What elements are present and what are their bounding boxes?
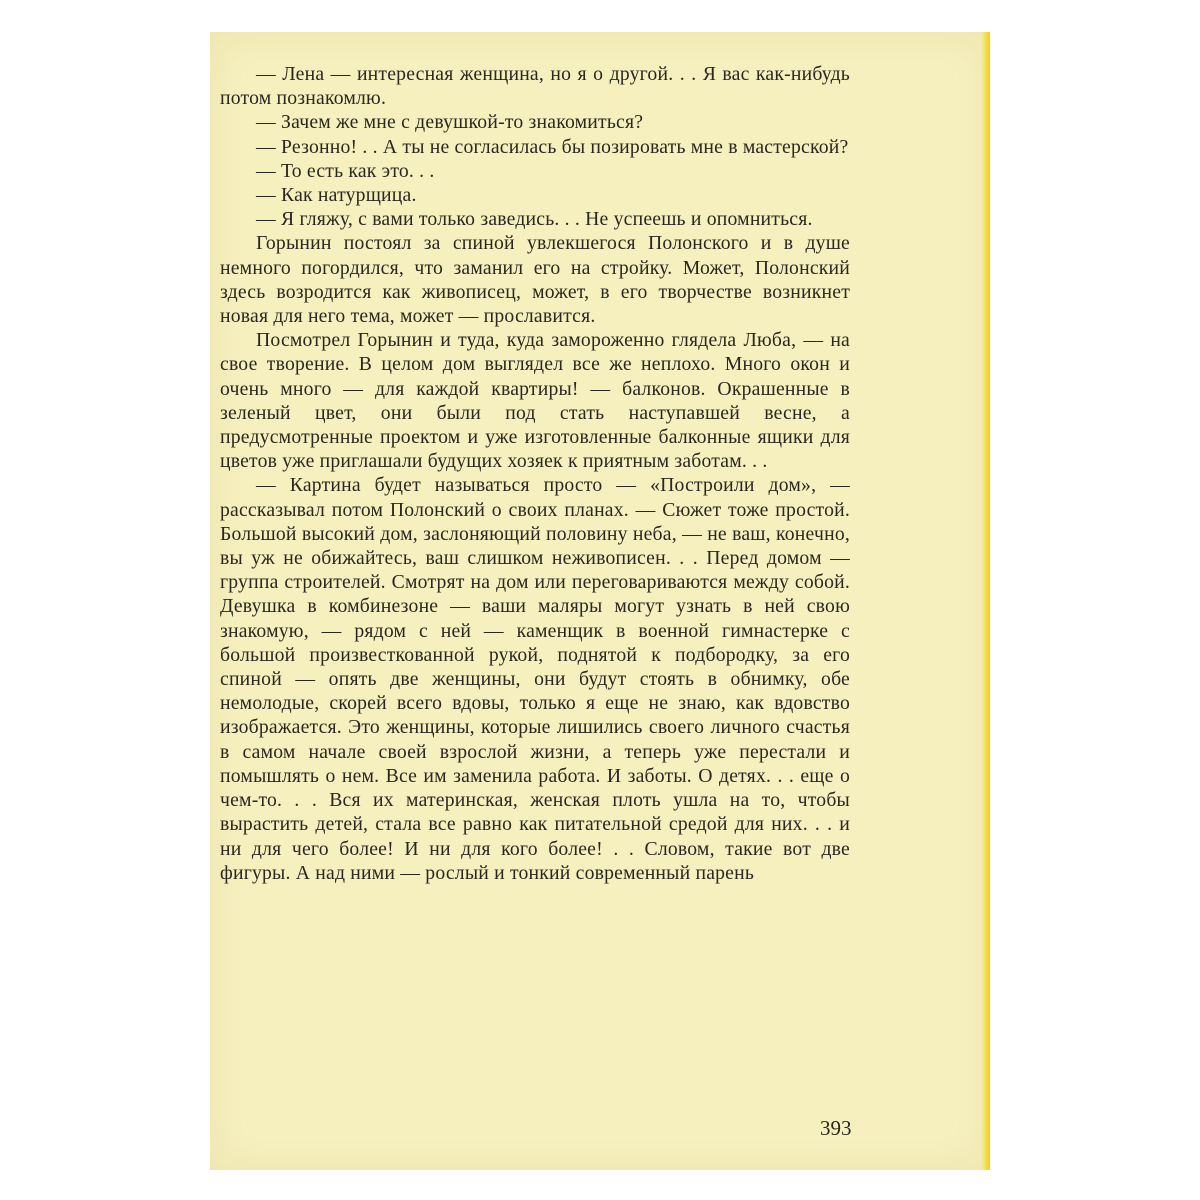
paragraph: — То есть как это. . . [256, 159, 435, 182]
paragraph: Горынин постоял за спиной увлекшегося Полонского и в душе немного погордился, что заманил его на стройку. Может, Полонский здесь возродится как живописец, может, в его творчестве возникнет новая для него тема, может — прославится. [220, 232, 850, 328]
paragraph: — Резонно! . . А ты не согласилась бы позировать мне в мастерской? [256, 135, 849, 158]
paragraph: — Зачем же мне с девушкой-то знакомиться? [256, 111, 644, 134]
page-text [220, 62, 850, 885]
paragraph: — Лена — интересная женщина, но я о другой. . . Я вас как-нибудь потом познакомлю. [220, 63, 850, 110]
book-page [210, 32, 990, 1170]
paragraph: — Как натурщица. [256, 184, 417, 207]
page-edge [982, 32, 990, 1170]
paragraph: — Картина будет называться просто — «Построили дом», — рассказывал потом Полонский о своих планах. — Сюжет тоже простой. Большой высокий дом, заслоняющий половину неба, — не ваш, конечно, вы уж не обижайтесь, ваш слишком неживописен. . . Перед домом — группа строителей. Смотрят на дом или переговариваются между собой. Девушка в комбинезоне — ваши маляры могут узнать в ней свою знакомую, — рядом с ней — каменщик в военной гимнастерке с большой произвесткованной рукой, поднятой к подбородку, за его спиной — опять две женщины, они будут стоять в обнимку, обе немолодые, скорей всего вдовы, только я еще не знаю, как вдовство изображается. Это женщины, которые лишились своего личного счастья в самом начале своей взрослой жизни, а теперь уже перестали и помышлять о нем. Все им заменила работа. И заботы. О детях. . . еще о чем-то. . . Вся их материнская, женская плоть ушла на то, чтобы вырастить детей, стала все равно как питательной средой для них. . . и ни для чего более! И ни для кого более! . . Словом, такие вот две фигуры. А над ними — рослый и тонкий современный парень [220, 474, 850, 884]
paragraph: Посмотрел Горынин и туда, куда замороженно глядела Люба, — на свое творение. В целом дом выглядел все же неплохо. Много окон и очень много — для каждой квартиры! — балконов. Окрашенные в зеленый цвет, они были под стать наступавшей весне, а предусмотренные проектом и уже изготовленные балконные ящики для цветов уже приглашали будущих хозяек к приятным заботам. . . [220, 329, 850, 473]
paragraph: — Я гляжу, с вами только заведись. . . Не успеешь и опомниться. [256, 208, 813, 231]
page-number: 393 [820, 1116, 852, 1140]
